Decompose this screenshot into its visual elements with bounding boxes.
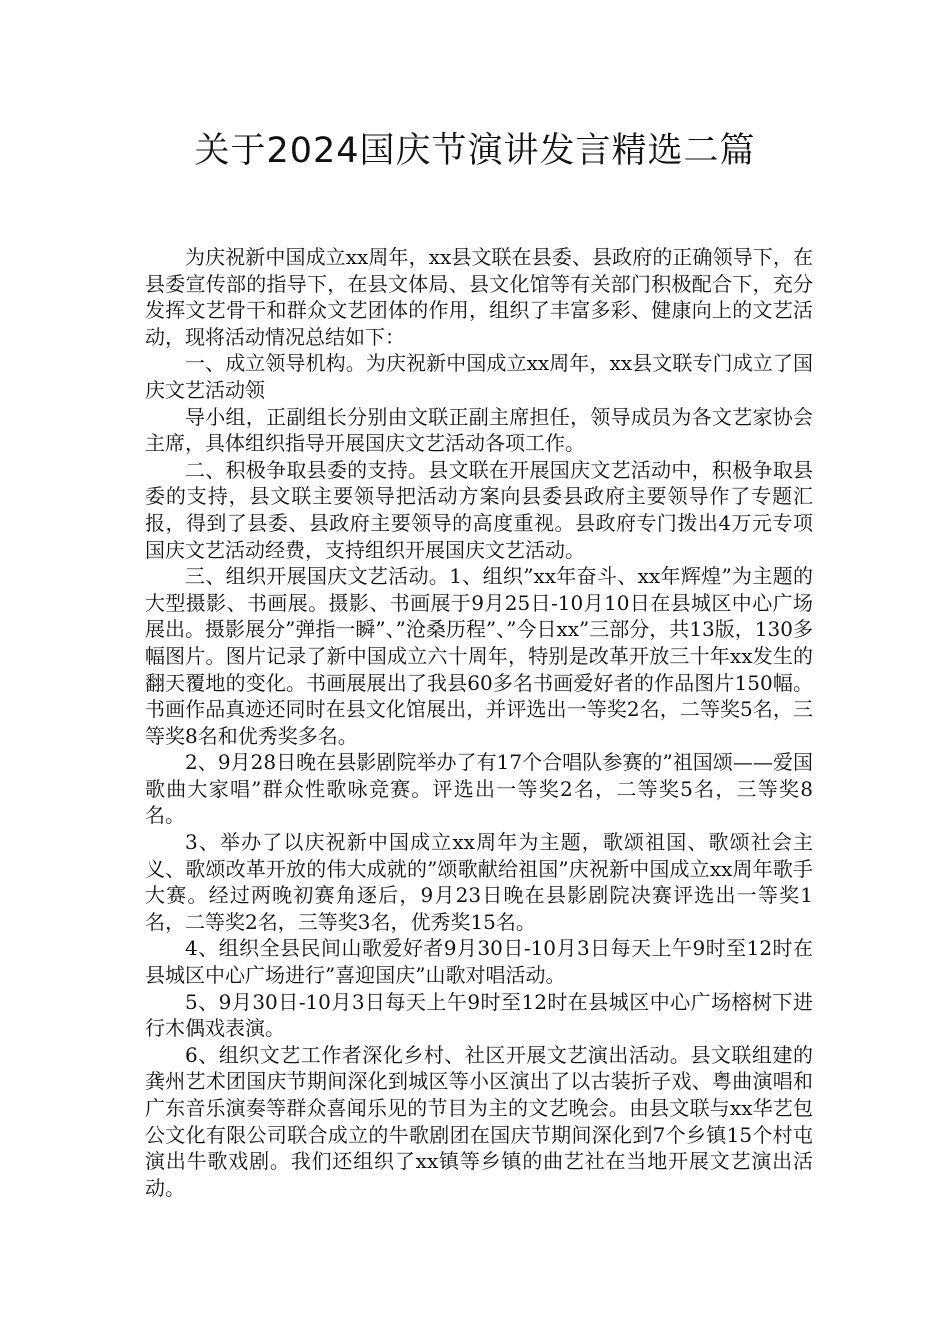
paragraph-intro: 为庆祝新中国成立xx周年，xx县文联在县委、县政府的正确领导下，在县委宣传部的指导下，在县文体局、县文化馆等有关部门积极配合下，充分发挥文艺骨干和群众文艺团体的作用，组织了丰富多彩、健康向上的文艺活动，现将活动情况总结如下： <box>145 245 813 349</box>
paragraph-section-1: 一、成立领导机构。为庆祝新中国成立xx周年，xx县文联专门成立了国庆文艺活动领 <box>145 351 813 402</box>
document-body <box>145 244 813 1201</box>
paragraph-section-1-continued: 导小组，正副组长分别由文联正副主席担任，领导成员为各文艺家协会主席，具体组织指导开展国庆文艺活动各项工作。 <box>145 404 813 456</box>
paragraph-item-4: 4、组织全县民间山歌爱好者9月30日-10月3日每天上午9时至12时在县城区中心广场进行”喜迎国庆”山歌对唱活动。 <box>145 936 813 988</box>
document-title: 关于2024国庆节演讲发言精选二篇 <box>194 131 756 171</box>
paragraph-item-2: 2、9月28日晚在县影剧院举办了有17个合唱队参赛的”祖国颂——爱国歌曲大家唱”群众性歌咏竞赛。评选出一等奖2名，二等奖5名，三等奖8名。 <box>145 750 813 828</box>
paragraph-section-3: 三、组织开展国庆文艺活动。1、组织”xx年奋斗、xx年辉煌”为主题的大型摄影、书画展。摄影、书画展于9月25日-10月10日在县城区中心广场展出。摄影展分”弹指一瞬”、”沧桑历程”、”今日xx”三部分，共13版，130多幅图片。图片记录了新中国成立六十周年，特别是改革开放三十年xx发生的翻天覆地的变化。书画展展出了我县60多名书画爱好者的作品图片150幅。书画作品真迹还同时在县文化馆展出，并评选出一等奖2名，二等奖5名，三等奖8名和优秀奖多名。 <box>145 564 813 748</box>
paragraph-item-3: 3、举办了以庆祝新中国成立xx周年为主题，歌颂祖国、歌颂社会主义、歌颂改革开放的伟大成就的”颂歌献给祖国”庆祝新中国成立xx周年歌手大赛。经过两晚初赛角逐后，9月23日晚在县影剧院决赛评选出一等奖1名，二等奖2名，三等奖3名，优秀奖15名。 <box>145 830 813 934</box>
paragraph-item-5: 5、9月30日-10月3日每天上午9时至12时在县城区中心广场榕树下进行木偶戏表演。 <box>145 989 813 1041</box>
paragraph-section-2: 二、积极争取县委的支持。县文联在开展国庆文艺活动中，积极争取县委的支持，县文联主要领导把活动方案向县委县政府主要领导作了专题汇报，得到了县委、县政府主要领导的高度重视。县政府专门拨出4万元专项国庆文艺活动经费，支持组织开展国庆文艺活动。 <box>145 457 813 562</box>
paragraph-item-6: 6、组织文艺工作者深化乡村、社区开展文艺演出活动。县文联组建的龚州艺术团国庆节期间深化到城区等小区演出了以古装折子戏、粤曲演唱和广东音乐演奏等群众喜闻乐见的节目为主的文艺晚会。由县文联与xx华艺包公文化有限公司联合成立的牛歌剧团在国庆节期间深化到7个乡镇15个村屯演出牛歌戏剧。我们还组织了xx镇等乡镇的曲艺社在当地开展文艺演出活动。 <box>145 1042 813 1200</box>
